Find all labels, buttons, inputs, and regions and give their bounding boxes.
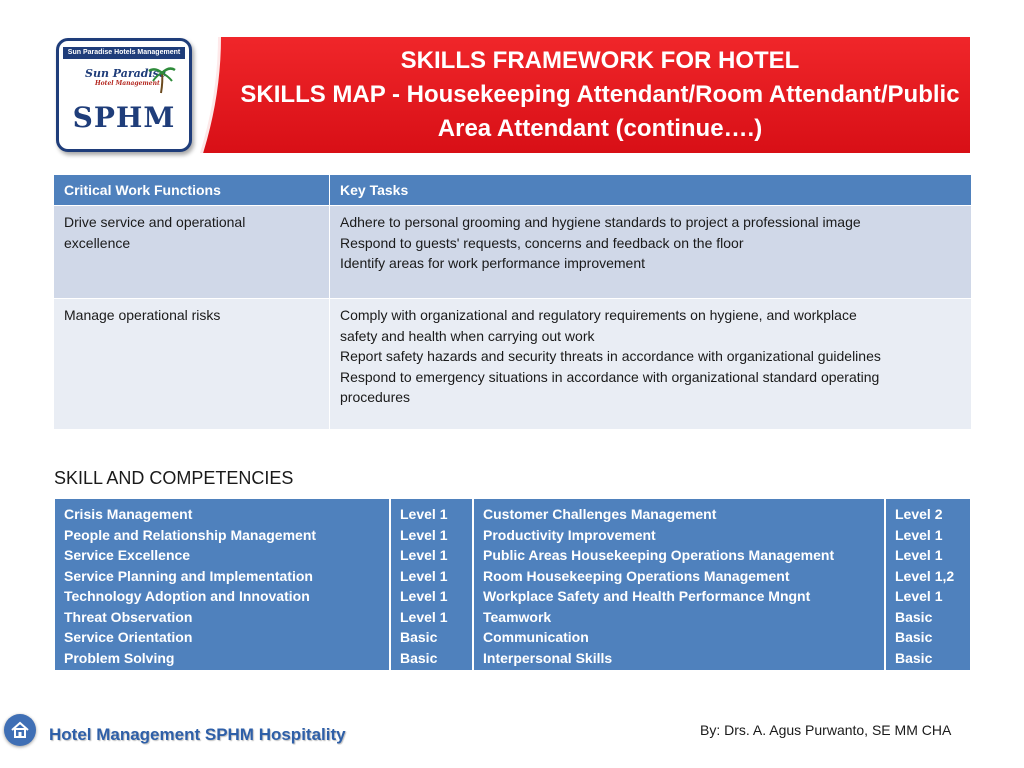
skills-section-title: SKILL AND COMPETENCIES [54, 468, 294, 488]
palm-tree-icon [147, 63, 177, 95]
skill-name: Interpersonal Skills [483, 649, 613, 666]
function-line: excellence [64, 234, 131, 251]
skill-level: Basic [400, 629, 438, 645]
logo-top-text: Sun Paradise Hotels Management [63, 47, 185, 59]
header-key-tasks: Key Tasks [330, 175, 972, 206]
table-row [54, 206, 972, 299]
task-line: Comply with organizational and regulatory requirements on hygiene, and workplace [340, 307, 857, 323]
home-icon [4, 714, 36, 746]
footer-brand-text: Hotel Management SPHM Hospitality [49, 725, 346, 744]
task-line: Identify areas for work performance improvement [340, 255, 646, 271]
skill-level: Level 1 [400, 567, 448, 584]
skill-level: Level 1 [400, 588, 448, 604]
function-cell [54, 299, 330, 430]
task-line: Report safety hazards and security threats in accordance with organizational guidelines [340, 348, 881, 364]
work-functions-table [53, 174, 972, 430]
skill-name: Workplace Safety and Health Performance Mngnt [483, 588, 811, 604]
skill-level: Level 1 [895, 588, 943, 604]
skill-name: Service Planning and Implementation [64, 567, 313, 584]
skill-name: Public Areas Housekeeping Operations Management [483, 547, 835, 563]
skill-name: Communication [483, 629, 589, 645]
left-skill-names [54, 498, 390, 671]
skill-name: Crisis Management [64, 506, 193, 522]
function-line: Drive service and operational [64, 214, 246, 230]
right-skill-names [473, 498, 885, 671]
skill-level: Basic [895, 608, 933, 625]
skills-row [54, 498, 971, 671]
table-row [54, 299, 972, 430]
right-skill-levels [885, 498, 971, 671]
task-line: procedures [340, 389, 411, 405]
skill-level: Level 1 [400, 547, 448, 563]
skill-level: Level 1 [400, 608, 448, 625]
skill-name: Teamwork [483, 608, 552, 625]
skill-name: Problem Solving [64, 649, 175, 666]
skills-table [53, 497, 972, 672]
page-title [200, 37, 970, 153]
task-line: Respond to emergency situations in accordance with organizational standard operating [340, 368, 880, 385]
skill-level: Level 1 [400, 506, 448, 522]
task-line: Adhere to personal grooming and hygiene standards to project a professional image [340, 214, 861, 230]
skill-level: Level 1,2 [895, 567, 955, 584]
task-line: Respond to guests' requests, concerns and feedback on the floor [340, 234, 744, 251]
title-line-1: SKILLS FRAMEWORK FOR HOTEL [400, 47, 800, 74]
skill-name: Technology Adoption and Innovation [64, 588, 310, 604]
skill-name: Service Excellence [64, 547, 191, 563]
skill-level: Basic [400, 649, 438, 666]
footer-author-text: By: Drs. A. Agus Purwanto, SE MM CHA [700, 722, 952, 738]
task-line: safety and health when carrying out work [340, 327, 595, 344]
tasks-cell [330, 206, 972, 299]
skill-level: Basic [895, 629, 933, 645]
logo-script-main: Sun Paradise [85, 67, 166, 80]
home-button[interactable] [4, 714, 36, 746]
skill-level: Level 2 [895, 506, 943, 522]
title-line-2: SKILLS MAP - Housekeeping Attendant/Room Attendant/Public [240, 81, 960, 108]
logo-main-text: SPHM [72, 101, 176, 134]
skill-name: Service Orientation [64, 629, 193, 645]
tasks-cell [330, 299, 972, 430]
skill-level: Basic [895, 649, 933, 666]
skill-name: Threat Observation [64, 608, 193, 625]
skill-name: Productivity Improvement [483, 526, 656, 543]
table-header-row [54, 175, 972, 206]
skill-name: Customer Challenges Management [483, 506, 717, 522]
title-line-3: Area Attendant (continue….) [437, 115, 763, 142]
header-critical-work-functions: Critical Work Functions [54, 175, 330, 206]
skill-name: People and Relationship Management [64, 526, 317, 543]
skill-level: Level 1 [400, 526, 448, 543]
skill-name: Room Housekeeping Operations Management [483, 567, 790, 584]
function-line: Manage operational risks [64, 307, 221, 323]
left-skill-levels [390, 498, 473, 671]
sphm-logo [56, 38, 192, 152]
logo-script-sub: Hotel Management [95, 80, 160, 87]
function-cell [54, 206, 330, 299]
skill-level: Level 1 [895, 547, 943, 563]
skill-level: Level 1 [895, 526, 943, 543]
